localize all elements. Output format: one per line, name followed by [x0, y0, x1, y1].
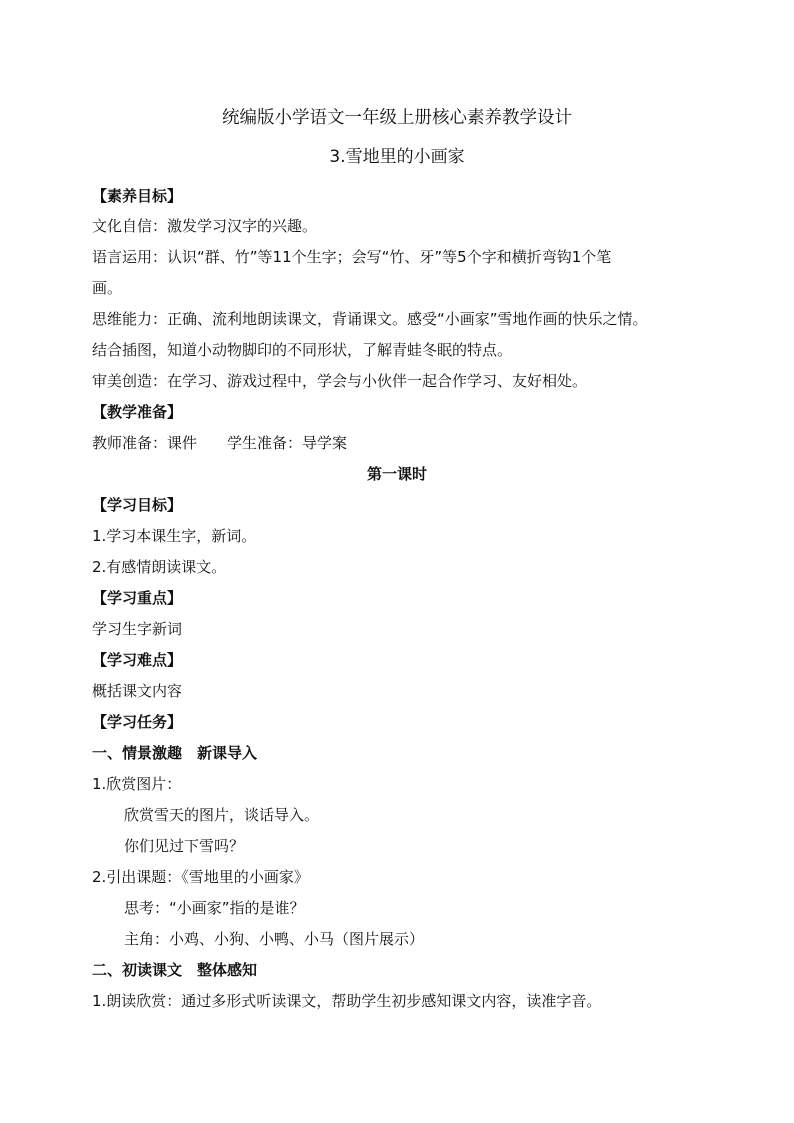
section-heading: 【学习难点】: [92, 651, 183, 669]
paragraph: 思考：“小画家”指的是谁？: [124, 899, 305, 917]
paragraph: 1.朗读欣赏：通过多形式听读课文，帮助学生初步感知课文内容，读准字音。: [92, 992, 602, 1010]
paragraph: 你们见过下雪吗？: [124, 837, 245, 855]
paragraph: 文化自信：激发学习汉字的兴趣。: [92, 217, 318, 235]
section-heading: 【学习任务】: [92, 713, 183, 731]
paragraph: 画。: [92, 279, 123, 297]
paragraph: 审美创造：在学习、游戏过程中，学会与小伙伴一起合作学习、友好相处。: [92, 372, 588, 390]
lesson-period-title: 第一课时: [366, 465, 427, 483]
section-heading: 【学习重点】: [92, 589, 183, 607]
task-heading: 二、初读课文 整体感知: [92, 961, 258, 979]
paragraph: 概括课文内容: [92, 682, 183, 700]
paragraph: 2.引出课题：《雪地里的小画家》: [92, 868, 309, 886]
document-title: 统编版小学语文一年级上册核心素养教学设计: [222, 108, 572, 128]
paragraph: 学习生字新词: [92, 620, 183, 638]
paragraph: 1.欣赏图片：: [92, 775, 182, 793]
lesson-title: 3.雪地里的小画家: [329, 147, 465, 167]
task-heading: 一、情景激趣 新课导入: [92, 744, 258, 762]
section-heading: 【教学准备】: [92, 403, 183, 421]
paragraph: 教师准备：课件 学生准备：导学案: [92, 434, 348, 452]
section-heading: 【学习目标】: [92, 496, 183, 514]
paragraph: 语言运用：认识“群、竹”等11个生字；会写“竹、牙”等5个字和横折弯钩1个笔: [92, 248, 612, 266]
paragraph: 思维能力：正确、流利地朗读课文，背诵课文。感受“小画家”雪地作画的快乐之情。: [92, 310, 648, 328]
paragraph: 结合插图，知道小动物脚印的不同形状，了解青蛙冬眠的特点。: [92, 341, 513, 359]
paragraph: 欣赏雪天的图片，谈话导入。: [124, 806, 320, 824]
paragraph: 2.有感情朗读课文。: [92, 558, 227, 576]
paragraph: 1.学习本课生字，新词。: [92, 527, 257, 545]
section-heading: 【素养目标】: [92, 187, 183, 205]
paragraph: 主角：小鸡、小狗、小鸭、小马（图片展示）: [124, 930, 425, 948]
